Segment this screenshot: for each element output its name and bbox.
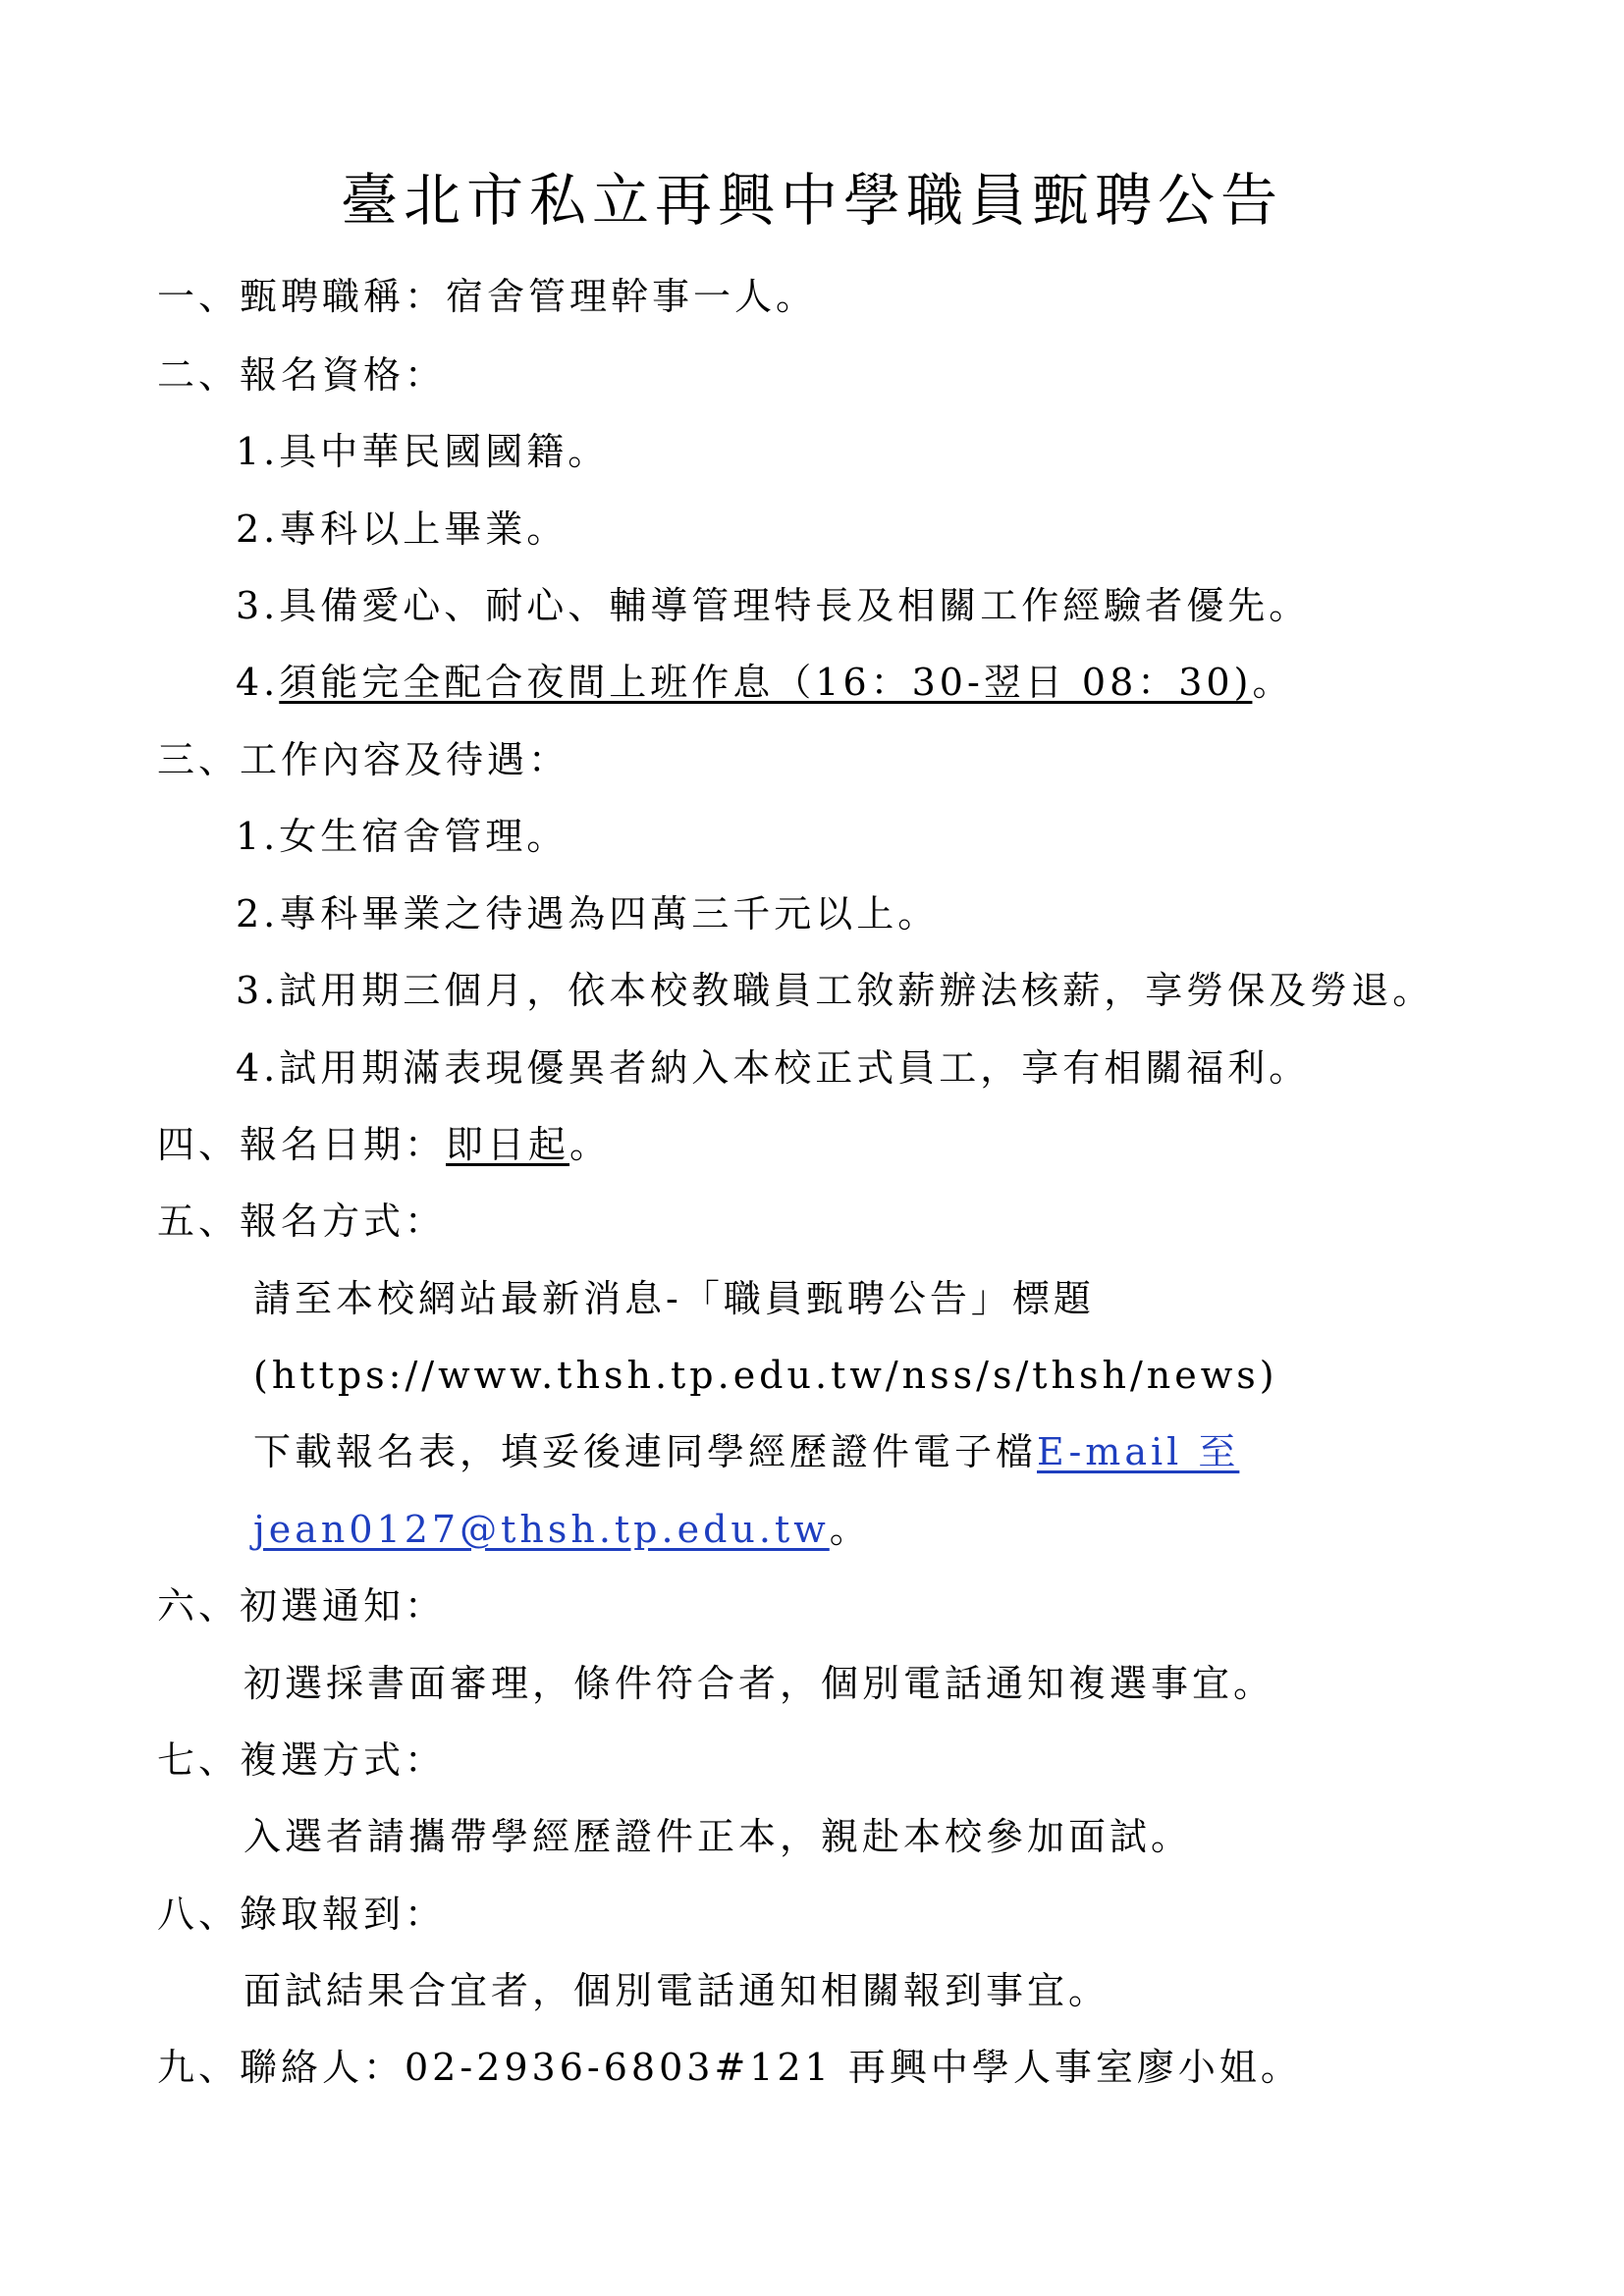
admission-report-body: 面試結果合宜者，個別電話通知相關報到事宜。 bbox=[244, 1969, 1110, 2012]
job-item-1: 1.女生宿舍管理。 bbox=[236, 815, 568, 858]
qualification-item-2: 2.專科以上畢業。 bbox=[236, 507, 568, 551]
application-method-line-4 bbox=[253, 1504, 871, 1555]
qualification-item-4 bbox=[236, 657, 1293, 708]
night-shift-requirement: 須能完全配合夜間上班作息（16：30-翌日 08：30) bbox=[279, 661, 1253, 704]
qualification-item-1: 1.具中華民國國籍。 bbox=[236, 430, 610, 473]
section-3-heading: 三、工作內容及待遇： bbox=[157, 738, 570, 781]
section-9-contact: 九、聯絡人：02-2936-6803#121 再興中學人事室廖小姐。 bbox=[157, 2046, 1302, 2089]
application-method-line-3 bbox=[253, 1426, 1239, 1477]
section-7-heading: 七、複選方式： bbox=[157, 1738, 447, 1782]
qualification-item-4-prefix: 4. bbox=[236, 661, 280, 704]
job-item-2: 2.專科畢業之待遇為四萬三千元以上。 bbox=[236, 892, 940, 935]
job-item-3: 3.試用期三個月，依本校教職員工敘薪辦法核薪，享勞保及勞退。 bbox=[236, 969, 1435, 1012]
section-1-position-title: 一、甄聘職稱：宿舍管理幹事一人。 bbox=[157, 275, 818, 318]
qualification-item-4-suffix: 。 bbox=[1252, 661, 1294, 704]
section-8-heading: 八、錄取報到： bbox=[157, 1893, 447, 1936]
preliminary-selection-body: 初選採書面審理，條件符合者，個別電話通知複選事宜。 bbox=[244, 1662, 1275, 1705]
application-date-value: 即日起 bbox=[446, 1123, 570, 1166]
section-5-heading: 五、報名方式： bbox=[157, 1200, 447, 1243]
application-date-label: 四、報名日期： bbox=[157, 1123, 447, 1166]
application-method-line-1: 請至本校網站最新消息-「職員甄聘公告」標題 bbox=[253, 1277, 1095, 1320]
email-to-link[interactable]: E-mail 至 bbox=[1037, 1430, 1240, 1473]
qualification-item-3: 3.具備愛心、耐心、輔導管理特長及相關工作經驗者優先。 bbox=[236, 584, 1311, 627]
email-suffix: 。 bbox=[829, 1508, 871, 1551]
download-instructions: 下載報名表，填妥後連同學經歷證件電子檔 bbox=[253, 1430, 1038, 1473]
page-title: 臺北市私立再興中學職員甄聘公告 bbox=[340, 167, 1283, 234]
application-date-suffix: 。 bbox=[569, 1123, 612, 1166]
job-item-4: 4.試用期滿表現優異者納入本校正式員工，享有相關福利。 bbox=[236, 1046, 1311, 1090]
section-4-application-date bbox=[157, 1119, 611, 1170]
section-2-heading: 二、報名資格： bbox=[157, 353, 447, 397]
section-6-heading: 六、初選通知： bbox=[157, 1584, 447, 1628]
email-address-link[interactable]: jean0127@thsh.tp.edu.tw bbox=[253, 1508, 830, 1551]
school-news-url: (https://www.thsh.tp.edu.tw/nss/s/thsh/news) bbox=[253, 1354, 1278, 1397]
second-selection-body: 入選者請攜帶學經歷證件正本，親赴本校參加面試。 bbox=[244, 1815, 1193, 1858]
